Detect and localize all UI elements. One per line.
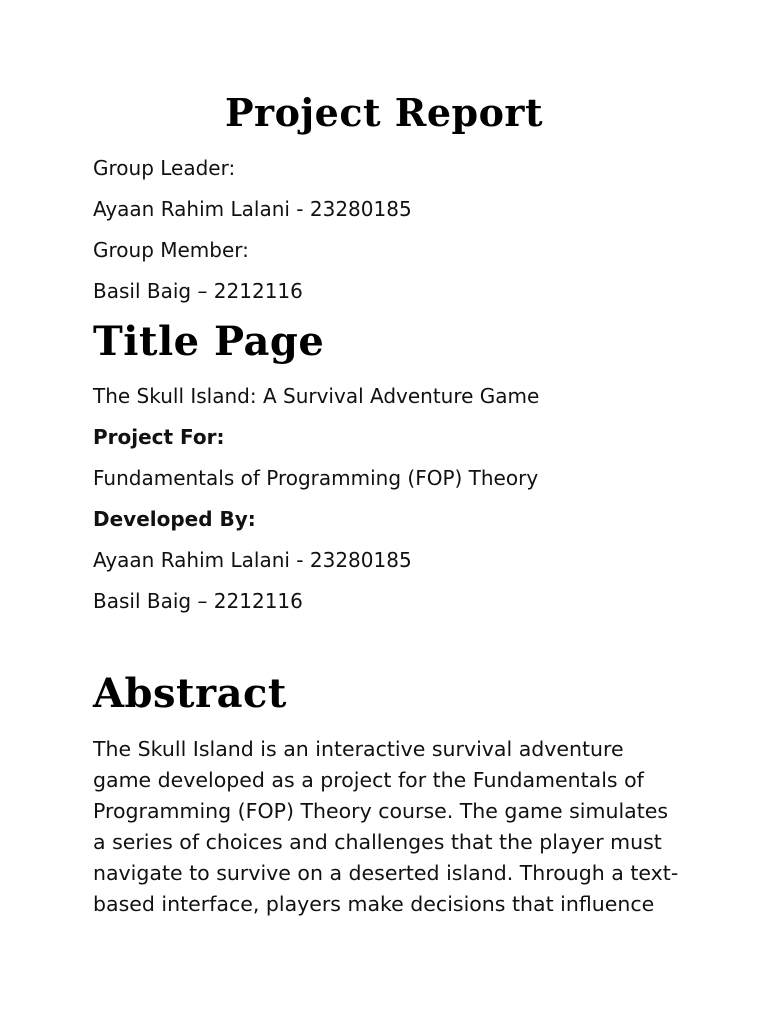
developed-by-label: Developed By: — [93, 507, 256, 531]
project-for-label: Project For: — [93, 425, 225, 449]
group-leader-label: Group Leader: — [93, 156, 236, 180]
abstract-heading: Abstract — [93, 670, 287, 717]
title-page-heading: Title Page — [93, 318, 325, 365]
developer-2: Basil Baig – 2212116 — [93, 589, 303, 613]
abstract-paragraph: The Skull Island is an interactive survival adventure game developed as a project for the Fundamentals of Programming (FOP) Theory course. The game simulates a series of choices and challenges that the player must navigate to survive on a deserted island. Through a text-based interface, players make decisions that influence — [93, 737, 679, 916]
project-for-value: Fundamentals of Programming (FOP) Theory — [93, 466, 539, 490]
group-member-value: Basil Baig – 2212116 — [93, 279, 303, 303]
document-title: Project Report — [224, 90, 544, 135]
group-member-label: Group Member: — [93, 238, 249, 262]
group-leader-value: Ayaan Rahim Lalani - 23280185 — [93, 197, 412, 221]
game-title: The Skull Island: A Survival Adventure Game — [93, 384, 540, 408]
developer-1: Ayaan Rahim Lalani - 23280185 — [93, 548, 412, 572]
